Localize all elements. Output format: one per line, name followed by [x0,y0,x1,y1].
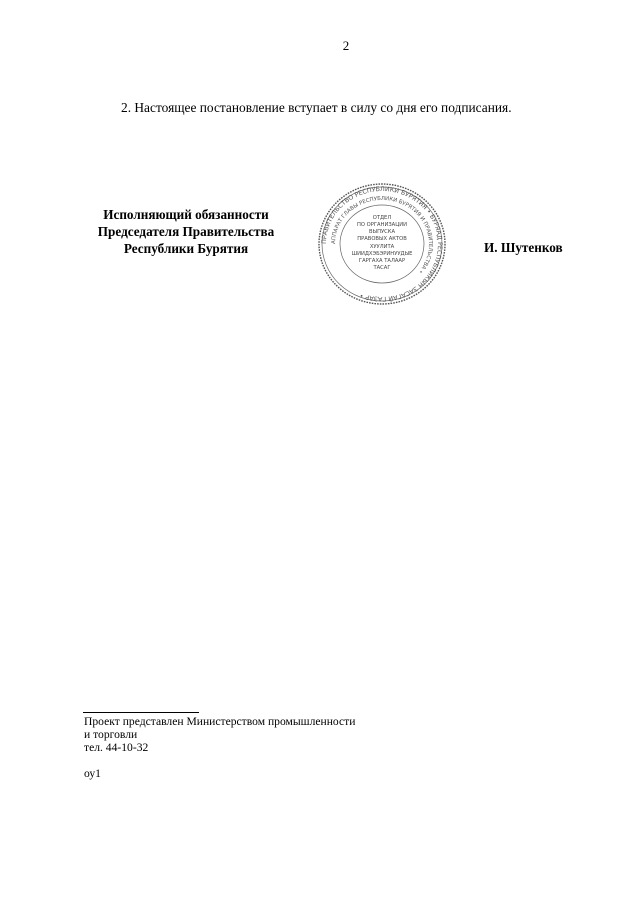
signer-title-line-3: Республики Бурятия [123,241,249,256]
seal-center-line-7: ГАРГАХА ТАЛААР [358,258,406,264]
seal-center-line-4: ПРАВОВЫХ АКТОВ [357,236,407,242]
seal-inner-text-path: АППАРАТ ГЛАВЫ РЕСПУБЛИКИ БУРЯТИЯ И ПРАВИТЕЛЬСТВА • [330,195,434,275]
signer-title [70,206,302,257]
seal-outer-text-path: ПРАВИТЕЛЬСТВО РЕСПУБЛИКИ БУРЯТИЯ • БУРЯАД РЕСПУБЛИКЫН ЗАСАГАЙ ГАЗАР • [320,185,444,303]
seal-center-line-5: ХУУЛИТА [369,244,395,250]
page-number: 2 [342,38,350,53]
seal-center-line-1: ОТДЕЛ [372,215,392,221]
seal-center-line-6: ШИИДХЭБЭРИНУУДЫЕ [351,251,413,257]
document-code: оу1 [84,767,101,780]
footnote-divider [83,712,199,713]
footnote-line-2: и торговли [84,728,138,741]
effective-date-paragraph: 2. Настоящее постановление вступает в силу со дня его подписания. [121,100,512,115]
footnote-line-3: тел. 44-10-32 [84,741,149,754]
signer-name: И. Шутенков [484,240,563,255]
seal-center-line-3: ВЫПУСКА [368,229,396,235]
signer-title-line-1: Исполняющий обязанности [103,207,269,222]
official-seal [316,181,448,307]
seal-center-line-2: ПО ОРГАНИЗАЦИИ [356,222,408,228]
seal-center-line-8: ТАСАГ [373,265,391,271]
footnote [84,715,355,754]
signer-title-line-2: Председателя Правительства [97,224,275,239]
footnote-line-1: Проект представлен Министерством промышленности [84,715,356,728]
